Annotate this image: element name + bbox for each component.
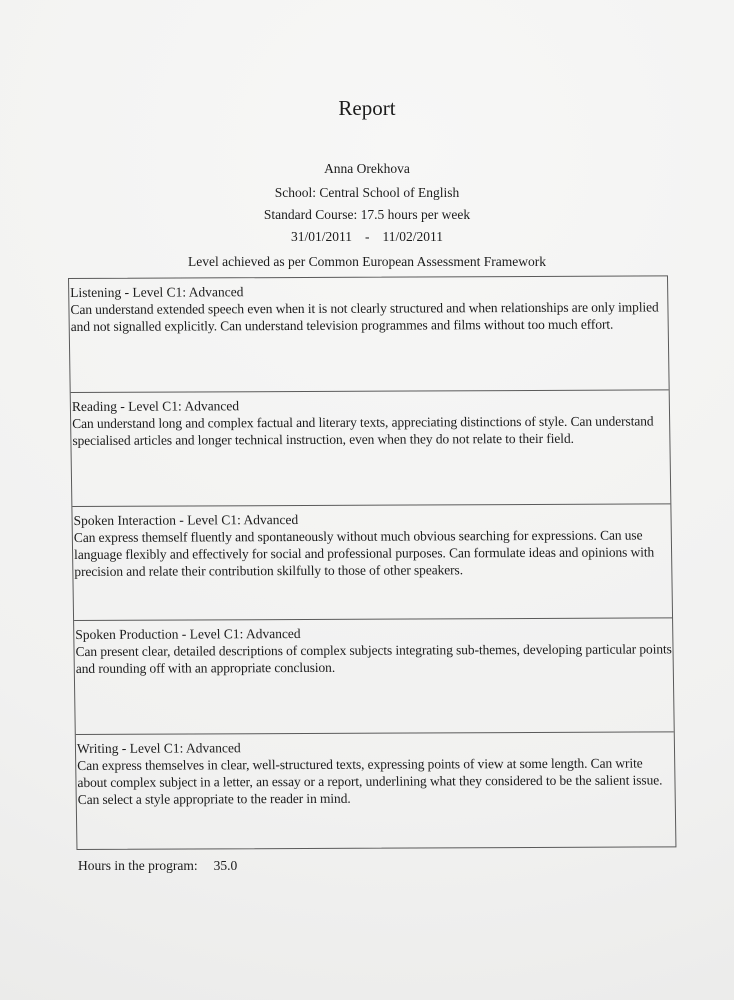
school-name: School: Central School of English	[274, 185, 460, 200]
skill-description: Can present clear, detailed descriptions of complex subjects integrating sub-themes, developing particular points and rounding off with an appropriate conclusion.	[75, 641, 672, 676]
hours-value: 35.0	[213, 858, 238, 873]
skill-row-spoken-production	[74, 618, 674, 735]
report-title: Report	[338, 96, 396, 120]
skill-title: Writing - Level C1: Advanced	[76, 740, 241, 756]
skill-description: Can understand long and complex factual and literary texts, appreciating distinctions of style. Can understand specialised articles and longer technical instruction, even when they do not relate to their field.	[72, 413, 654, 448]
skill-description: Can express themselves in clear, well-structured texts, expressing points of view at some length. Can write about complex subject in a letter, an essay or a report, underlining what they considered to be the salient issue. Can select a style appropriate to the reader in mind.	[77, 755, 663, 807]
skill-row-spoken-interaction	[72, 504, 672, 621]
skill-title: Reading - Level C1: Advanced	[71, 398, 240, 414]
hours-label: Hours in the program:	[78, 858, 198, 873]
level-caption: Level achieved as per Common European Assessment Framework	[187, 254, 547, 269]
skill-description: Can express themself fluently and spontaneously without much obvious searching for expressions. Can use language flexibly and effectively for social and professional purposes. Can formulate ideas and opinions with precision and relate their contribution skilfully to those of other speakers.	[73, 527, 655, 579]
skill-title: Spoken Interaction - Level C1: Advanced	[73, 512, 299, 528]
date-separator: -	[365, 229, 370, 244]
skill-row-reading	[71, 390, 671, 507]
skill-title: Listening - Level C1: Advanced	[70, 284, 244, 300]
date-start: 31/01/2011	[290, 229, 352, 244]
course-info: Standard Course: 17.5 hours per week	[263, 207, 471, 222]
date-end: 11/02/2011	[382, 229, 443, 244]
skill-title: Spoken Production - Level C1: Advanced	[75, 626, 301, 642]
hours-in-program	[78, 858, 237, 874]
skill-row-writing	[76, 732, 676, 849]
course-dates	[0, 229, 734, 245]
student-name: Anna Orekhova	[324, 161, 410, 176]
skill-row-listening	[69, 276, 669, 393]
skills-table	[68, 275, 676, 850]
skill-description: Can understand extended speech even when it is not clearly structured and when relationships are only implied and not signalled explicitly. Can understand television programmes and films without too much effort.	[70, 299, 659, 334]
